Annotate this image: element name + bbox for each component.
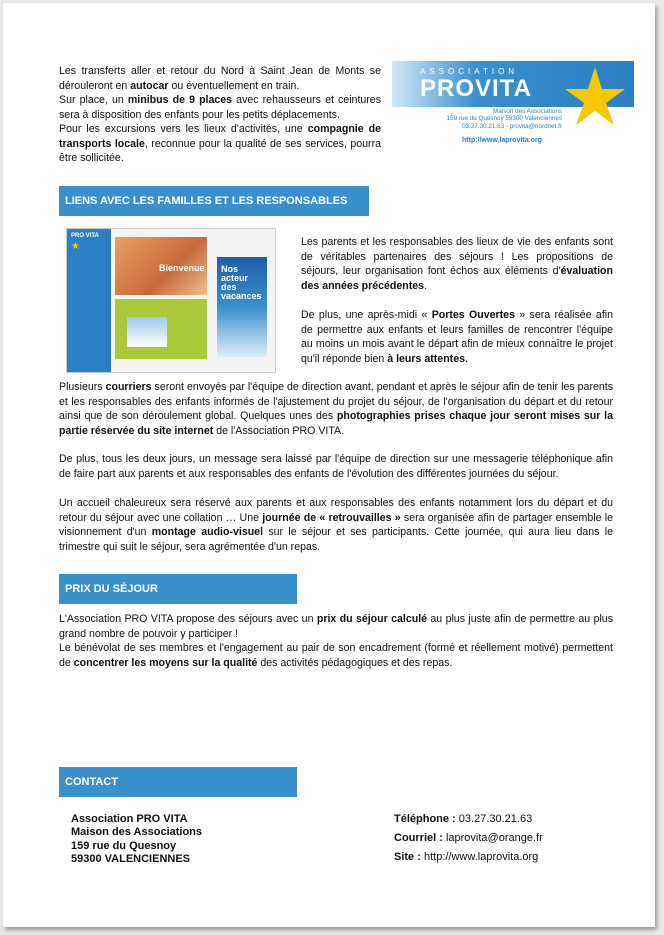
text: , reconnue pour la qualité de ses services, pourra être sollicitée.	[59, 137, 381, 164]
star-icon	[562, 63, 628, 129]
site-welcome-text: Bienvenue	[159, 263, 205, 273]
section-header-liens: LIENS AVEC LES FAMILLES ET LES RESPONSABLES	[59, 186, 369, 216]
section-header-contact: CONTACT	[59, 767, 297, 797]
logo-url: http://www.laprovita.org	[462, 137, 542, 144]
text: Sur place, un	[59, 94, 128, 106]
text: au plus juste afin de permettre au plus grand nombre de pouvoir y participer !	[59, 613, 613, 640]
text: Plusieurs	[59, 381, 106, 393]
text: Le bénévolat de ses membres et l'engagement au pair de son encadrement (formé et réellement motivé) permettent de	[59, 642, 613, 669]
price-paragraph	[59, 612, 613, 670]
transport-paragraph	[59, 64, 381, 166]
site-brand: PRO VITA	[71, 233, 99, 239]
text: sera organisée afin de partager ensemble le visionnement d'un	[59, 511, 613, 538]
bold-text: évaluation des années précédentes	[301, 265, 613, 292]
bold-text: journée de « retrouvailles »	[262, 511, 401, 524]
bold-text: minibus de 9 places	[127, 94, 233, 106]
text: seront envoyés par l'équipe de direction avant, pendant et après le séjour afin de tenir les parents et les responsables des enfants informés de l'ajustement du projet du séjour, de l'organisation du départ et du retour ainsi que de son déroulement global. Quelques unes des	[59, 381, 613, 422]
contact-address	[71, 813, 202, 867]
text: Un accueil chaleureux sera réservé aux parents et aux responsables des enfants notamment lors du départ et du retour du séjour avec une collation … Une	[59, 497, 613, 524]
text: Les parents et les responsables des lieux de vie des enfants sont de véritables partenaires des séjours ! Les propositions de séjours, leur organisation font échos aux éléments d'	[301, 236, 613, 277]
text: .	[465, 352, 468, 365]
star-icon: ★	[71, 241, 80, 252]
provita-logo	[392, 61, 634, 144]
open-house-paragraph	[301, 308, 613, 366]
text: De plus, une après-midi «	[301, 309, 432, 321]
site-label: Site :	[394, 851, 421, 863]
document-page	[3, 3, 655, 927]
bold-text: photographies prises chaque jour seront mises sur la partie réservée du site internet	[59, 410, 614, 437]
bold-text: compagnie de transports locale	[59, 123, 382, 150]
contact-name: Association PRO VITA	[71, 813, 188, 825]
text: Les transferts aller et retour du Nord à Saint Jean de Monts se dérouleront en	[59, 65, 381, 92]
text: des activités pédagogiques et des repas.	[257, 656, 453, 669]
text: » sera réalisée afin de permettre aux enfants et leurs familles de rencontrer l'équipe au moins un mois avant le départ afin de mieux connaître le projet qu'il réponde bien	[301, 309, 614, 365]
bold-text: autocar	[130, 79, 169, 92]
bold-text: concentrer les moyens sur la qualité	[73, 656, 258, 669]
contact-phone	[394, 813, 532, 825]
bold-text: à leurs attentes	[387, 352, 465, 365]
phone-value: 03.27.30.21.63	[458, 813, 533, 825]
text: .	[424, 279, 428, 292]
logo-address	[412, 108, 562, 130]
text: ou éventuellement en train.	[168, 79, 300, 92]
text: sur le séjour et ses participants. Cette journée, qui aura lieu dans le trimestre qui suit le séjour, sera agrémentée d'un repas.	[59, 526, 613, 553]
logo-name: PROVITA	[420, 75, 532, 102]
email-label: Courriel :	[394, 832, 443, 844]
contact-house: Maison des Associations	[71, 826, 203, 839]
bold-text: prix du séjour calculé	[316, 613, 428, 625]
email-value[interactable]: laprovita@orange.fr	[445, 832, 543, 844]
site-poster-text: Nos acteur des vacances	[221, 264, 262, 301]
text: avec rehausseurs et ceintures sera à disposition des enfants pour les petits déplacements.	[59, 94, 381, 121]
logo-address-line: 159 rue du Quesnoy 59300 Valenciennes	[446, 115, 562, 123]
text: Pour les excursions vers les lieux d'activités, une	[59, 123, 308, 135]
bold-text: Portes Ouvertes	[431, 309, 515, 321]
bold-text: montage audio-visuel	[151, 526, 264, 538]
reception-paragraph	[59, 496, 613, 554]
bold-text: courriers	[105, 381, 152, 393]
contact-email	[394, 832, 543, 844]
site-link[interactable]: http://www.laprovita.org	[423, 851, 539, 863]
mail-paragraph	[59, 380, 613, 438]
logo-address-line: 03.27.30.21.63 - provita@nordnet.fr	[462, 122, 562, 130]
section-header-prix: PRIX DU SÉJOUR	[59, 574, 297, 604]
logo-association-text: ASSOCIATION	[420, 67, 519, 76]
partners-paragraph	[301, 235, 613, 293]
text: de l'Association PRO VITA.	[213, 424, 345, 437]
site-snow-photo	[127, 317, 167, 347]
contact-site	[394, 851, 538, 863]
text: L'Association PRO VITA propose des séjours avec un	[59, 613, 317, 625]
logo-address-line: Maison des Associations	[493, 108, 562, 115]
contact-street: 159 rue du Quesnoy	[71, 839, 177, 852]
phone-message-paragraph: De plus, tous les deux jours, un message sera laissé par l'équipe de direction sur une messagerie téléphonique afin de faire part aux parents et aux responsables des enfants de l'évolution des différentes journées du séjour.	[59, 453, 613, 480]
contact-city: 59300 VALENCIENNES	[71, 853, 191, 866]
website-screenshot	[66, 228, 276, 373]
phone-label: Téléphone :	[394, 813, 456, 825]
